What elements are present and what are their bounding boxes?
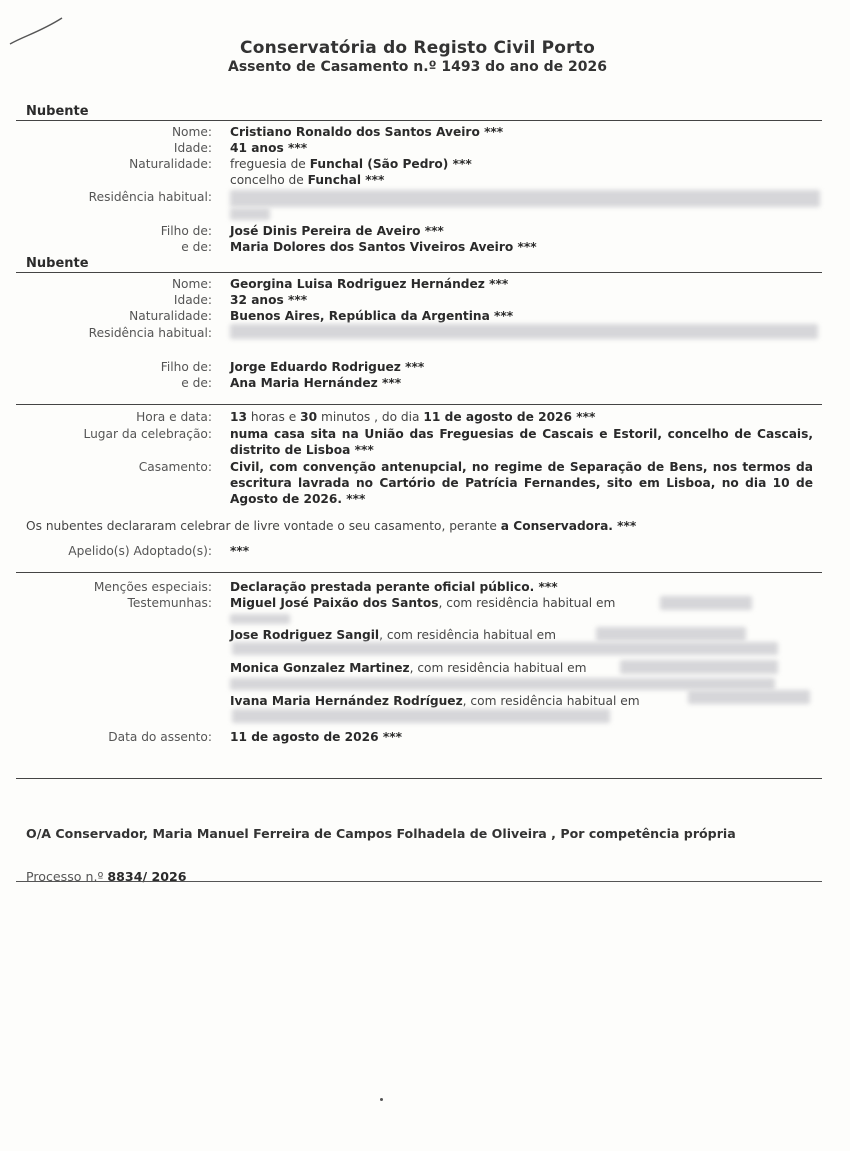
witness-residence: , com residência habitual em — [462, 694, 640, 708]
redacted-block — [230, 678, 775, 690]
field-label: Lugar da celebração: — [83, 427, 212, 441]
field-label: Nome: — [171, 125, 212, 139]
witness-name: Ivana Maria Hernández Rodríguez — [230, 694, 463, 708]
witness-entry — [230, 660, 587, 676]
field-value — [230, 409, 595, 425]
section-nubente-2: Nubente — [26, 256, 89, 271]
field-label: Residência habitual: — [88, 326, 212, 340]
field-value: Ana Maria Hernández *** — [230, 376, 402, 390]
redacted-block — [232, 709, 610, 723]
field-label: Casamento: — [138, 460, 212, 474]
redacted-block — [688, 690, 810, 704]
redacted-block — [596, 627, 746, 641]
field-value: Cristiano Ronaldo dos Santos Aveiro *** — [230, 125, 504, 139]
witness-name: Miguel José Paixão dos Santos — [230, 596, 439, 610]
field-value: numa casa sita na União das Freguesias de Cascais e Estoril, concelho de Cascais, distrito de Lisboa *** — [230, 427, 813, 457]
field-label: Naturalidade: — [129, 309, 212, 323]
field-value: 11 de agosto de 2026 *** — [230, 730, 402, 744]
field-label: Hora e data: — [136, 410, 212, 424]
field-label: Filho de: — [160, 224, 212, 238]
declaration-bold: a Conservadora. *** — [500, 519, 637, 533]
witness-entry — [230, 693, 640, 709]
redacted-block — [230, 614, 290, 624]
field-label: e de: — [181, 376, 212, 390]
field-value: Jorge Eduardo Rodriguez *** — [230, 360, 425, 374]
divider — [16, 572, 822, 573]
document-title: Conservatória do Registo Civil Porto — [240, 38, 595, 58]
prefix-text: concelho de — [230, 173, 308, 187]
field-label: Naturalidade: — [129, 157, 212, 171]
field-value: 32 anos *** — [230, 293, 308, 307]
declaration-prefix: Os nubentes declararam celebrar de livre vontade o seu casamento, perante — [26, 519, 501, 533]
field-label: Data do assento: — [108, 730, 212, 744]
process-value: 8834/ 2026 — [107, 869, 187, 884]
redacted-block — [620, 660, 778, 674]
prefix-text: freguesia de — [230, 157, 310, 171]
field-value: Civil, com convenção antenupcial, no regime de Separação de Bens, nos termos da escritura lavrada no Cartório de Patrícia Fernandes, sito em Lisboa, no dia 10 de Agosto de 2026. *** — [230, 460, 813, 506]
field-value: Buenos Aires, República da Argentina *** — [230, 309, 514, 323]
redacted-block — [230, 324, 818, 339]
field-label: Idade: — [173, 141, 212, 155]
field-value: *** — [230, 544, 250, 558]
witness-residence: , com residência habitual em — [438, 596, 616, 610]
field-value: Maria Dolores dos Santos Viveiros Aveiro *** — [230, 240, 537, 254]
conservador-signature-line: O/A Conservador, Maria Manuel Ferreira de Campos Folhadela de Oliveira , Por competência própria — [26, 826, 736, 841]
redacted-block — [230, 208, 270, 220]
hours-value: 13 — [230, 410, 247, 424]
redacted-block — [232, 642, 778, 655]
divider — [16, 778, 822, 779]
field-label: e de: — [181, 240, 212, 254]
divider — [16, 404, 822, 405]
witness-entry — [230, 595, 615, 611]
field-value: Declaração prestada perante oficial público. *** — [230, 580, 558, 594]
redacted-block — [230, 190, 820, 207]
witness-name: Jose Rodriguez Sangil — [230, 628, 380, 642]
witness-entry — [230, 627, 556, 643]
redacted-block — [660, 596, 752, 610]
minutes-value: 30 — [300, 410, 318, 424]
minutes-text: minutos , do dia — [317, 410, 424, 424]
declaration-text — [26, 519, 636, 533]
field-label: Testemunhas: — [127, 596, 212, 610]
divider — [16, 272, 822, 273]
divider — [16, 881, 822, 882]
field-label: Apelido(s) Adoptado(s): — [68, 544, 212, 558]
field-value — [230, 172, 384, 188]
witness-residence: , com residência habitual em — [379, 628, 557, 642]
witness-name: Monica Gonzalez Martinez — [230, 661, 410, 675]
field-label: Menções especiais: — [93, 580, 212, 594]
field-label: Filho de: — [160, 360, 212, 374]
field-value: José Dinis Pereira de Aveiro *** — [230, 224, 444, 238]
document-header — [0, 38, 850, 75]
process-prefix: Processo n.º — [26, 869, 108, 884]
freguesia-value: Funchal (São Pedro) *** — [309, 157, 472, 171]
divider — [16, 120, 822, 121]
document-subtitle: Assento de Casamento n.º 1493 do ano de 2026 — [228, 59, 607, 75]
field-value: 41 anos *** — [230, 141, 308, 155]
field-label: Residência habitual: — [88, 190, 212, 204]
concelho-value: Funchal *** — [307, 173, 385, 187]
section-nubente-1: Nubente — [26, 104, 89, 119]
hours-text: horas e — [246, 410, 301, 424]
paper-speck — [380, 1098, 383, 1101]
date-value: 11 de agosto de 2026 *** — [423, 410, 596, 424]
witness-residence: , com residência habitual em — [409, 661, 587, 675]
field-label: Nome: — [171, 277, 212, 291]
field-value: Georgina Luisa Rodriguez Hernández *** — [230, 277, 509, 291]
field-label: Idade: — [173, 293, 212, 307]
field-value — [230, 156, 472, 172]
